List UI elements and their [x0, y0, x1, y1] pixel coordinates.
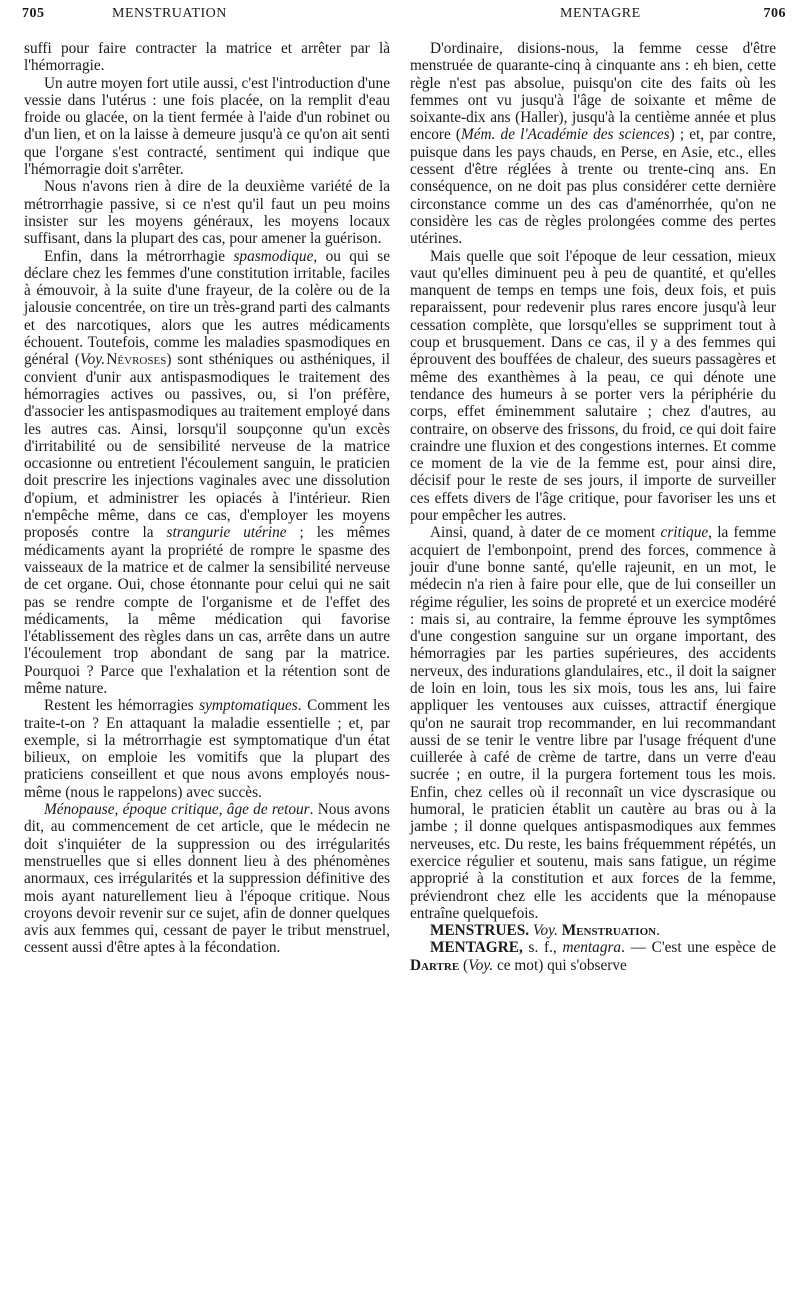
paragraph: Ménopause, époque critique, âge de retour. Nous avons dit, au commencement de cet article, que le médecin ne doit s'inquiéter de la suppression ou des irrégularités menstruelles que si elles donnent lieu à des phénomènes anormaux, ces irrégularités et la suppression définitive des mois ayant naturellement lieu à l'époque critique. Nous croyons devoir revenir sur ce sujet, afin de donner quelques avis aux femmes qui, cessant de payer le tribut menstruel, cessent aussi d'être aptes à la fécondation. — [24, 801, 390, 957]
cross-reference: Névroses — [106, 351, 167, 369]
cross-reference: Menstruation — [561, 922, 657, 940]
entry-headword: MENTAGRE, — [430, 939, 523, 957]
paragraph: Restent les hémorragies symptomatiques. Comment les traite-t-on ? En attaquant la maladie essentielle ; et, par exemple, si la métrorrhagie est symptomatique d'un état bilieux, on emploie les vomitifs que la plupart des praticiens conseillent et que nous avons employés nous-même (nous le rappelons) avec succès. — [24, 697, 390, 801]
cross-reference: Dartre — [410, 956, 460, 974]
running-header — [22, 2, 786, 28]
emphasis: strangurie utérine — [166, 524, 287, 542]
citation: Mém. de l'Académie des sciences — [461, 126, 670, 144]
entry-headword: MENSTRUES. — [430, 922, 530, 940]
paragraph: Ainsi, quand, à dater de ce moment critique, la femme acquiert de l'embonpoint, prend des forces, commence à jouir d'une bonne santé, qu'elle rajeunit, en un mot, le médecin n'a rien à faire pour elle, que de lui conseiller un régime régulier, les soins de propreté et un exercice modéré : mais si, au contraire, la femme éprouve les symptômes d'une congestion sanguine sur un organe important, des hémorragies par les parties supérieures, des accidents nerveux, des indurations glandulaires, etc., il doit la saigner de loin en loin, tous les six mois, tous les ans, lui faire appliquer les ventouses aux cuisses, attractif énergique qu'on ne saurait trop recommander, en lui recommandant aussi de se tenir le ventre libre par l'usage fréquent d'une cuillerée à café de crème de tartre, dans un verre d'eau sucrée ; en outre, il la purgera fortement tous les mois. Enfin, chez celles où il reconnaît un vice dyscrasique ou humoral, le praticien établit un cautère au bras ou à la jambe ; il donne quelques antispasmodiques aux femmes nerveuses, etc. Du reste, les bains fréquemment répétés, un exercice régulier et soutenu, mais sans fatigue, un régime approprié à la constitution et aux forces de la femme, préviendront chez elle les accidents que la ménopause entraîne quelquefois. — [410, 524, 777, 922]
page-number-right: 706 — [763, 6, 786, 21]
section-title: Ménopause, époque critique, âge de retour — [44, 801, 310, 819]
emphasis: critique — [660, 524, 709, 542]
page-number-left: 705 — [22, 6, 45, 21]
paragraph: D'ordinaire, disions-nous, la femme cesse d'être menstruée de quarante-cinq à cinquante ans : eh bien, cette règle n'est pas absolue, puisqu'on cite des faits où les femmes ont vu jusqu'à l'âge de soixante et même de soixante-dix ans (Haller), jusqu'à la centième année et plus encore (Mém. de l'Académie des sciences) ; et, par contre, puisque dans les pays chauds, en Perse, en Asie, etc., elles cessent d'être réglées à trente ou trente-cinq ans. En conséquence, on ne doit pas plus considérer cette dernière circonstance comme un des cas d'aménorrhée, qu'on ne considère les cas de règles prolongées comme des pertes utérines. — [410, 40, 776, 248]
emphasis: symptomatiques — [199, 697, 298, 715]
right-column — [410, 40, 776, 974]
paragraph: Enfin, dans la métrorrhagie spasmodique, ou qui se déclare chez les femmes d'une constitution irritable, faciles à émouvoir, à la suite d'une frayeur, de la colère ou de la jalousie concentrée, on tire un très-grand parti des calmants et des narcotiques, alors que les autres médicaments échouent. Toutefois, comme les maladies spasmodiques en général (Voy. Névroses) sont sthéniques ou asthéniques, il convient d'unir aux antispasmodiques le traitement des hémorragies actives ou passives, ou, si l'on préfère, d'associer les antispasmodiques au traitement employé dans les autres cas. Ainsi, lorsqu'il soupçonne qu'un excès d'irritabilité ou de sensibilité nerveuse de la matrice occasionne ou entretient l'écoulement sanguin, le praticien doit prescrire les injections vaginales avec une dissolution d'opium, et administrer les opiacés à l'intérieur. Rien n'empêche même, dans ce cas, d'employer les moyens proposés contre la strangurie utérine ; les mêmes médicaments ayant la propriété de rompre le spasme des vaisseaux de la matrice et de calmer la sensibilité nerveuse de cet organe. Oui, chose étonnante pour celui qui ne sait pas se rendre compte de l'organisme et de l'effet des médicaments, la même médication qui favorise l'établissement des règles dans un cas, arrête dans un autre l'écoulement trop abondant de sang par la matrice. Pourquoi ? Parce que l'exhalation et la rétention sont de même nature. — [24, 247, 390, 697]
see-also: Voy. — [532, 922, 558, 940]
see-also: Voy. — [468, 956, 494, 974]
emphasis: spasmodique — [233, 247, 314, 265]
entry-menstrues: MENSTRUES. Voy. Menstruation. — [430, 922, 660, 940]
paragraph: Un autre moyen fort utile aussi, c'est l'introduction d'une vessie dans l'utérus : une fois placée, on la remplit d'eau froide ou glacée, on la tient fermée à l'aide d'un robinet ou d'un lien, et on la laisse à demeure jusqu'à ce qu'on ait senti que l'organe s'est contracté, sentiment qui indique que l'hémorragie doit s'arrêter. — [24, 74, 390, 179]
paragraph: Nous n'avons rien à dire de la deuxième variété de la métrorrhagie passive, si ce n'est qu'il faut un peu moins insister sur les moyens généraux, les moyens locaux suffisant, dans la plupart des cas, pour amener la guérison. — [24, 178, 390, 248]
running-title-left: MENSTRUATION — [112, 6, 227, 21]
paragraph: Mais quelle que soit l'époque de leur cessation, mieux vaut qu'elles diminuent peu à peu de quantité, et qu'elles manquent de temps en temps une fois, deux fois, et puis reparaissent, pour redevenir plus rares encore jusqu'à leur cessation complète, que lorsqu'elles se suppriment tout à coup et brusquement. Dans ce cas, il y a des femmes qui éprouvent des bouffées de chaleur, des sueurs passagères et même des exanthèmes à la peau, ce qui dénote une tendance des humeurs à se porter vers la périphérie du corps, effet éminemment salutaire ; chez d'autres, au contraire, on observe des frissons, du froid, ce qui doit faire craindre une fluxion et des congestions internes. Et comme ce moment de la vie de la femme est, pour ainsi dire, décisif pour le reste de ses jours, il importe de surveiller ces effets divers de l'âge critique, pour favoriser les uns et pour empêcher les autres. — [410, 247, 776, 525]
entry-mentagre: MENTAGRE, s. f., mentagra. — C'est une espèce de Dartre (Voy. ce mot) qui s'observe — [410, 939, 776, 974]
see-also: Voy. — [80, 351, 106, 369]
paragraph: suffi pour faire contracter la matrice et arrêter par là l'hémorragie. — [24, 40, 390, 75]
running-title-right: MENTAGRE — [560, 6, 641, 21]
latin-term: mentagra — [562, 939, 622, 957]
left-column — [24, 40, 390, 957]
